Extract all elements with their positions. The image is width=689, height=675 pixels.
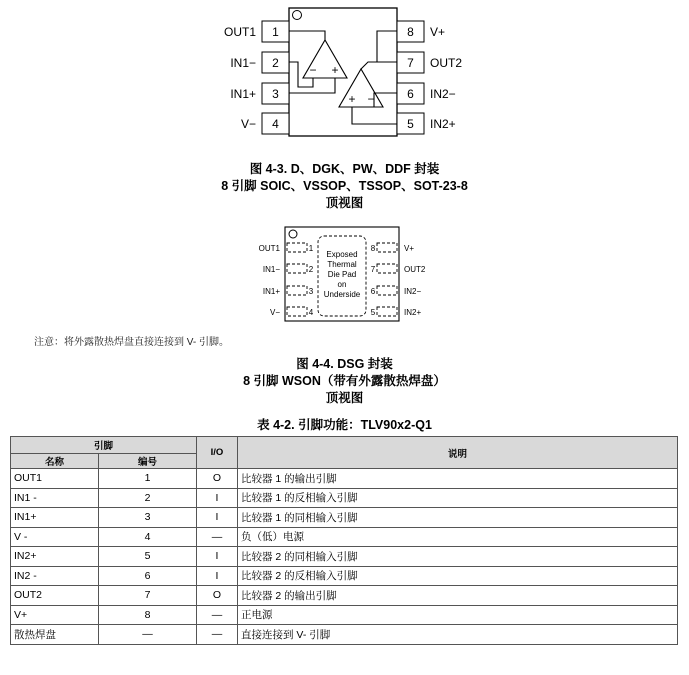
wson-pin-name-out2: OUT2 — [404, 265, 426, 274]
cell-number: 3 — [99, 508, 197, 528]
cell-desc: 正电源 — [238, 605, 678, 625]
wson-pin-name-out1: OUT1 — [258, 244, 280, 253]
wson-pin-name-in1-plus: IN1+ — [262, 287, 280, 296]
cell-name: IN1 - — [11, 488, 99, 508]
cell-number: 4 — [99, 527, 197, 547]
comp2-minus-sign: − — [367, 92, 375, 106]
cell-name: IN2+ — [11, 547, 99, 567]
soic-pinout-diagram — [0, 0, 689, 150]
cell-io: O — [197, 586, 238, 606]
pin-functions-table — [10, 436, 678, 645]
cell-io: I — [197, 488, 238, 508]
pin-num-5: 5 — [407, 117, 414, 131]
cell-io: I — [197, 508, 238, 528]
cell-number: — — [99, 625, 197, 645]
table-row — [11, 508, 678, 528]
fig2-caption-line2: 8 引脚 WSON（带有外露散热焊盘） — [243, 374, 446, 388]
wson-pin-num-3: 3 — [308, 287, 314, 296]
pad-text-line4: on — [337, 280, 347, 289]
pin-name-out1: OUT1 — [223, 25, 256, 39]
cell-desc: 直接连接到 V- 引脚 — [238, 625, 678, 645]
pin-name-v-minus: V− — [240, 117, 256, 131]
pin-num-2: 2 — [272, 56, 279, 70]
cell-desc: 负（低）电源 — [238, 527, 678, 547]
pin-name-in1-plus: IN1+ — [230, 87, 256, 101]
pin-num-7: 7 — [407, 56, 414, 70]
cell-number: 7 — [99, 586, 197, 606]
cell-io: — — [197, 605, 238, 625]
wson-pin-name-v-plus: V+ — [404, 244, 415, 253]
pin1-marker — [293, 11, 302, 20]
cell-name: IN2 - — [11, 566, 99, 586]
cell-number: 8 — [99, 605, 197, 625]
table-row — [11, 488, 678, 508]
cell-number: 5 — [99, 547, 197, 567]
cell-desc: 比较器 1 的反相输入引脚 — [238, 488, 678, 508]
cell-desc: 比较器 1 的同相输入引脚 — [238, 508, 678, 528]
wson-pin-name-in1-minus: IN1− — [262, 265, 280, 274]
fig2-caption-line3: 顶视图 — [325, 391, 364, 405]
wson-pin1-marker — [289, 230, 297, 238]
cell-number: 2 — [99, 488, 197, 508]
comp2-plus-sign: + — [348, 92, 356, 106]
pin-num-4: 4 — [272, 117, 279, 131]
pin-name-v-plus: V+ — [430, 25, 446, 39]
wson-pin-name-in2-minus: IN2− — [404, 287, 422, 296]
pad-text-line5: Underside — [323, 290, 361, 299]
cell-desc: 比较器 2 的反相输入引脚 — [238, 566, 678, 586]
pin-name-out2: OUT2 — [430, 56, 463, 70]
cell-number: 1 — [99, 469, 197, 489]
cell-name: OUT1 — [11, 469, 99, 489]
header-pin: 引脚 — [11, 437, 197, 454]
table-row — [11, 527, 678, 547]
wson-pin-num-5: 5 — [370, 308, 376, 317]
pin-name-in2-minus: IN2− — [430, 87, 456, 101]
wson-pin-num-8: 8 — [370, 244, 376, 253]
table-row — [11, 586, 678, 606]
pin-num-1: 1 — [272, 25, 279, 39]
wson-pin-num-7: 7 — [370, 265, 376, 274]
fig1-caption-line1: 图 4-3. D、DGK、PW、DDF 封装 — [249, 162, 440, 176]
cell-name: IN1+ — [11, 508, 99, 528]
cell-desc: 比较器 2 的输出引脚 — [238, 586, 678, 606]
fig2-caption-line1: 图 4-4. DSG 封装 — [296, 357, 393, 371]
pad-text-line2: Thermal — [327, 260, 357, 269]
cell-io: — — [197, 527, 238, 547]
wson-pin-name-in2-plus: IN2+ — [404, 308, 422, 317]
table-row — [11, 605, 678, 625]
cell-name: V+ — [11, 605, 99, 625]
fig1-caption-line3: 顶视图 — [325, 196, 364, 210]
thermal-pad-note: 注意：将外露散热焊盘直接连接到 V- 引脚。 — [34, 337, 230, 348]
cell-name: V - — [11, 527, 99, 547]
cell-io: I — [197, 566, 238, 586]
header-name: 名称 — [11, 454, 99, 469]
header-number: 编号 — [99, 454, 197, 469]
cell-io: O — [197, 469, 238, 489]
cell-number: 6 — [99, 566, 197, 586]
comp1-plus-sign: + — [331, 63, 339, 77]
wson-pin-num-1: 1 — [308, 244, 314, 253]
cell-name: 散热焊盘 — [11, 625, 99, 645]
pin-num-8: 8 — [407, 25, 414, 39]
wson-pin-name-v-minus: V− — [269, 308, 280, 317]
cell-io: — — [197, 625, 238, 645]
cell-io: I — [197, 547, 238, 567]
table-title: 表 4-2. 引脚功能：TLV90x2-Q1 — [257, 418, 432, 432]
wson-pinout-diagram — [0, 222, 689, 327]
cell-desc: 比较器 2 的同相输入引脚 — [238, 547, 678, 567]
pin-name-in1-minus: IN1− — [230, 56, 256, 70]
cell-name: OUT2 — [11, 586, 99, 606]
pad-text-line3: Die Pad — [327, 270, 357, 279]
table-row — [11, 566, 678, 586]
table-row — [11, 625, 678, 645]
wson-pin-num-6: 6 — [370, 287, 376, 296]
fig1-caption-line2: 8 引脚 SOIC、VSSOP、TSSOP、SOT-23-8 — [221, 179, 468, 193]
wson-pin-num-2: 2 — [308, 265, 314, 274]
pin-num-6: 6 — [407, 87, 414, 101]
table-row — [11, 547, 678, 567]
table-row — [11, 469, 678, 489]
pin-name-in2-plus: IN2+ — [430, 117, 456, 131]
cell-desc: 比较器 1 的输出引脚 — [238, 469, 678, 489]
pin-num-3: 3 — [272, 87, 279, 101]
comp1-minus-sign: − — [309, 63, 317, 77]
header-desc: 说明 — [238, 437, 678, 469]
wson-pin-num-4: 4 — [308, 308, 314, 317]
header-io: I/O — [197, 437, 238, 469]
pad-text-line1: Exposed — [326, 250, 358, 259]
